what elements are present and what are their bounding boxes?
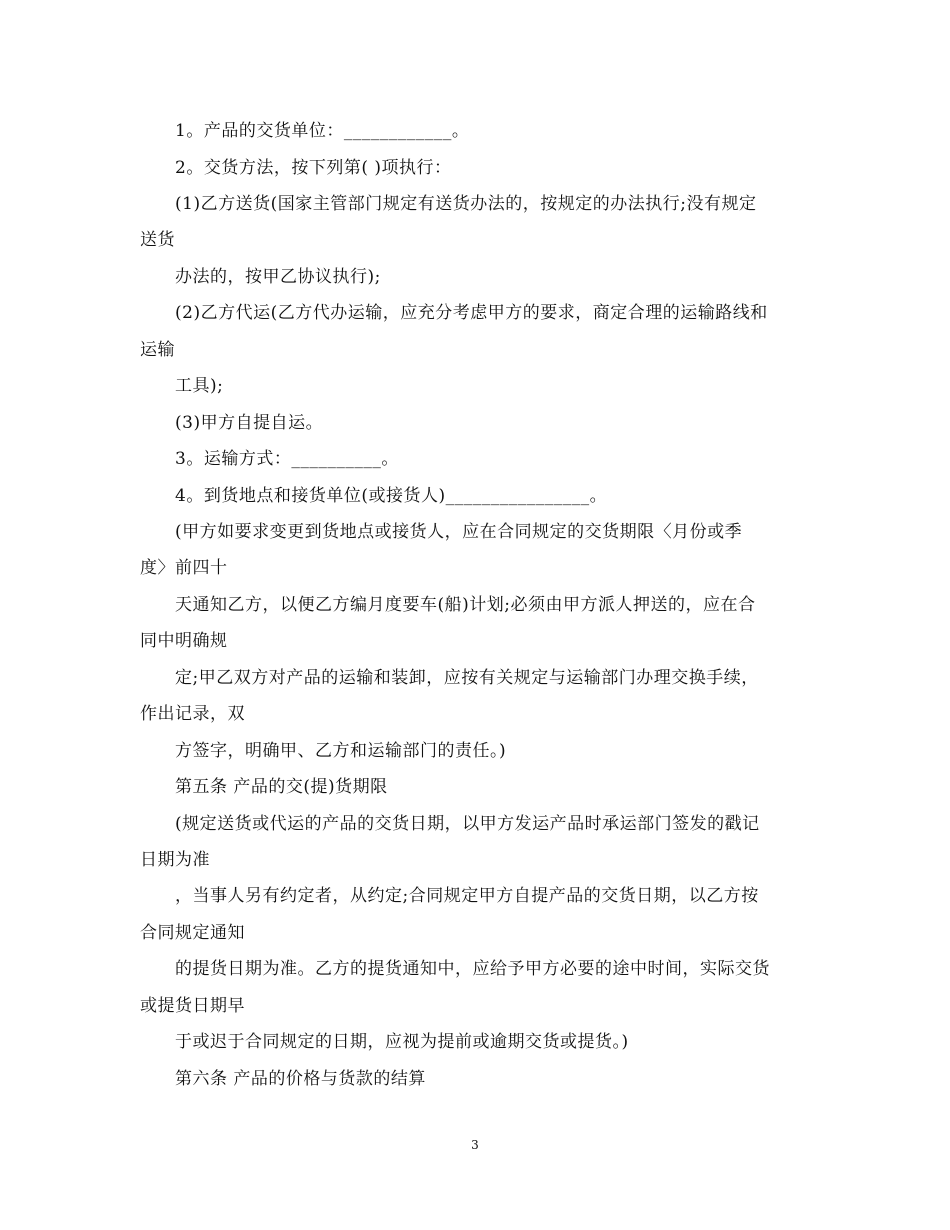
text-line: 日期为准 [140,850,210,870]
text-line: 度〉前四十 [140,558,228,578]
text-line: 运输 [140,340,175,360]
text-line: (规定送货或代运的产品的交货日期，以甲方发运产品时承运部门签发的戳记 [175,814,760,834]
text-line: (甲方如要求变更到货地点或接货人，应在合同规定的交货期限〈月份或季 [175,522,743,542]
article-heading: 第六条 产品的价格与货款的结算 [175,1069,426,1089]
text-line: 于或迟于合同规定的日期，应视为提前或逾期交货或提货。) [175,1032,629,1052]
text-line: 1。产品的交货单位：____________。 [175,121,470,141]
text-line: (3)甲方自提自运。 [175,413,324,433]
text-line: 同中明确规 [140,631,228,651]
text-line: (2)乙方代运(乙方代办运输，应充分考虑甲方的要求，商定合理的运输路线和 [175,303,768,323]
text-line: 3。运输方式：__________。 [175,449,399,469]
text-line: 合同规定通知 [140,923,245,943]
text-line: 作出记录，双 [140,704,245,724]
text-line: 2。交货方法，按下列第( )项执行： [175,158,452,178]
text-line: 的提货日期为准。乙方的提货通知中，应给予甲方必要的途中时间，实际交货 [175,959,770,979]
text-line: 办法的，按甲乙协议执行); [175,267,381,287]
text-line: 工具); [175,376,224,396]
text-line: 送货 [140,230,175,250]
article-heading: 第五条 产品的交(提)货期限 [175,777,388,797]
text-line: 定;甲乙双方对产品的运输和装卸，应按有关规定与运输部门办理交换手续， [175,668,759,688]
page-number: 3 [471,1138,479,1152]
text-line: ，当事人另有约定者，从约定;合同规定甲方自提产品的交货日期，以乙方按 [175,886,759,906]
text-line: 或提货日期早 [140,996,245,1016]
text-line: 天通知乙方，以便乙方编月度要车(船)计划;必须由甲方派人押送的，应在合 [175,595,756,615]
text-line: (1)乙方送货(国家主管部门规定有送货办法的，按规定的办法执行;没有规定 [175,194,757,214]
text-line: 4。到货地点和接货单位(或接货人)________________。 [175,486,608,506]
text-line: 方签字，明确甲、乙方和运输部门的责任。) [175,741,507,761]
